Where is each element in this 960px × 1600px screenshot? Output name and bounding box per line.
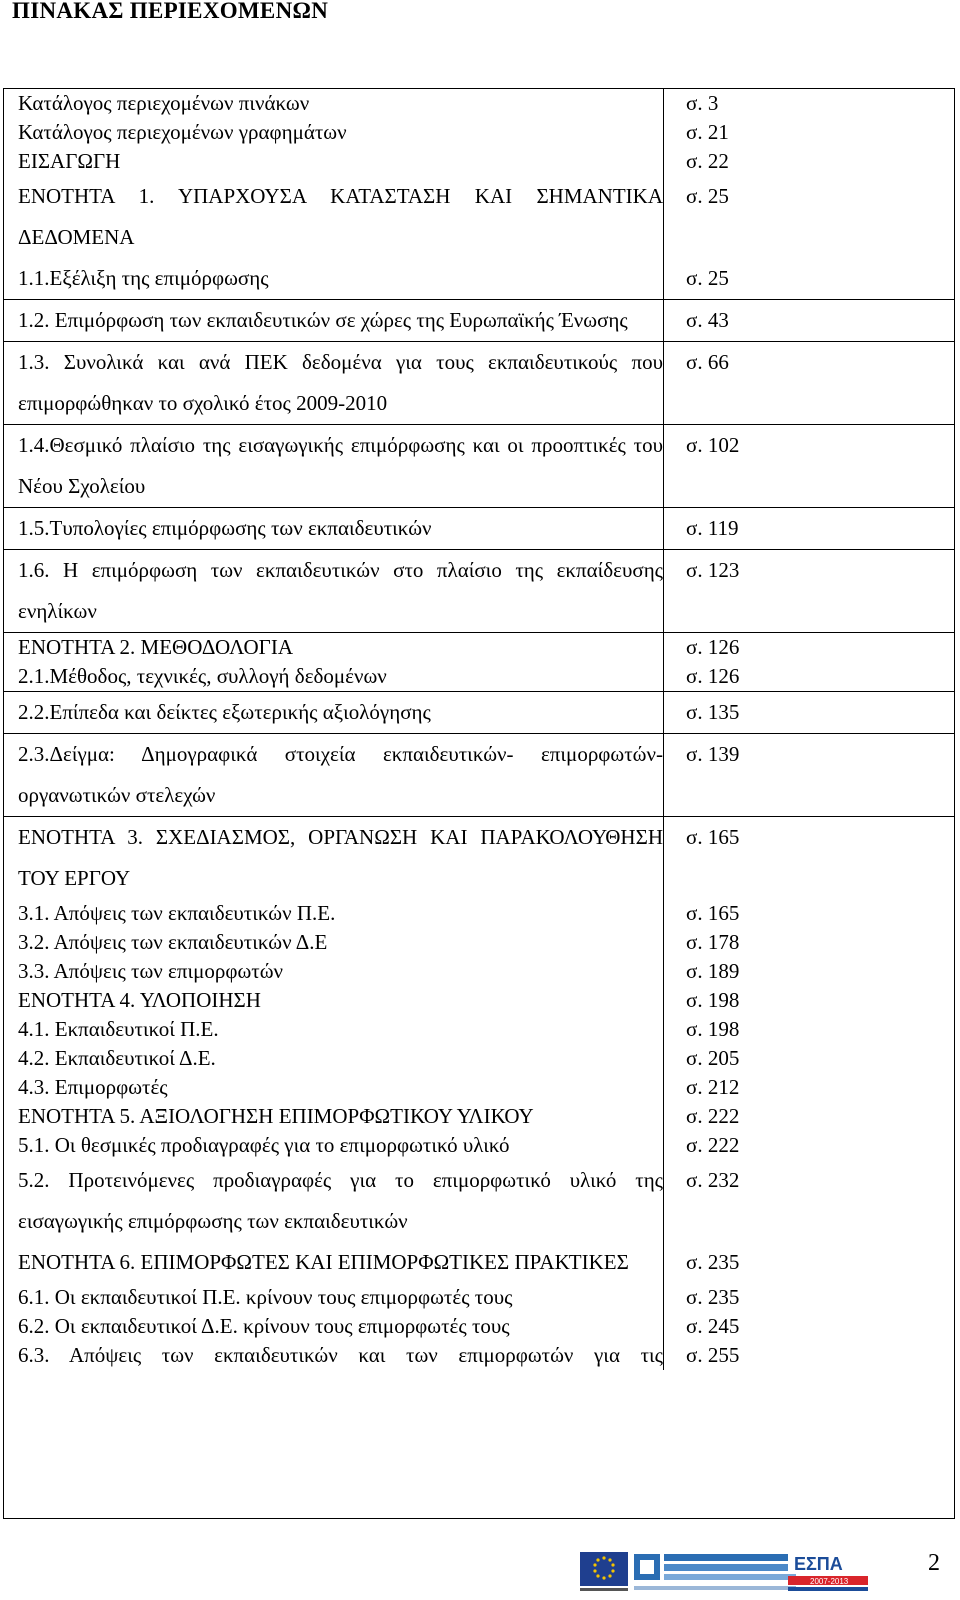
- toc-row: [4, 300, 954, 342]
- toc-row: [4, 1073, 954, 1102]
- toc-entry-title: 4.1. Εκπαιδευτικοί Π.Ε.: [4, 1015, 664, 1044]
- toc-entry-page: σ. 119: [664, 508, 955, 550]
- toc-entry-title: ΕΝΟΤΗΤΑ 5. ΑΞΙΟΛΟΓΗΣΗ ΕΠΙΜΟΡΦΩΤΙΚΟΥ ΥΛΙΚΟΥ: [4, 1102, 664, 1131]
- toc-entry-page: σ. 25: [664, 258, 955, 300]
- toc-row: [4, 550, 954, 633]
- toc-row: [4, 1131, 954, 1160]
- toc-row: [4, 1015, 954, 1044]
- eu-flag-logo: [578, 1548, 630, 1596]
- toc-entry-title: 4.3. Επιμορφωτές: [4, 1073, 664, 1102]
- toc-entry-title: ΕΙΣΑΓΩΓΗ: [4, 147, 664, 176]
- toc-row: [4, 692, 954, 734]
- toc-entry-page: σ. 178: [686, 930, 740, 954]
- toc-entry-page: σ. 25: [686, 184, 729, 208]
- toc-row: [4, 118, 954, 147]
- toc-entry-page: σ. 66: [664, 342, 955, 425]
- toc-row: [4, 734, 954, 817]
- toc-entry-page: σ. 255: [686, 1343, 740, 1367]
- toc-entry-title: 3.2. Απόψεις των εκπαιδευτικών Δ.Ε: [4, 928, 664, 957]
- toc-entry-title: ΕΝΟΤΗΤΑ 3. ΣΧΕΔΙΑΣΜΟΣ, ΟΡΓΑΝΩΣΗ ΚΑΙ ΠΑΡΑΚΟΛΟΥΘΗΣΗ ΤΟΥ ΕΡΓΟΥ: [4, 817, 664, 900]
- toc-entry-title: 1.2. Επιμόρφωση των εκπαιδευτικών σε χώρες της Ευρωπαϊκής Ένωσης: [4, 300, 664, 342]
- toc-row: [4, 633, 954, 663]
- espa-logo-text: ΕΣΠΑ: [794, 1554, 843, 1574]
- toc-entry-title: 2.1.Μέθοδος, τεχνικές, συλλογή δεδομένων: [4, 662, 664, 692]
- toc-entry-title: 6.1. Οι εκπαιδευτικοί Π.Ε. κρίνουν τους επιμορφωτές τους: [4, 1283, 664, 1312]
- toc-row: [4, 89, 954, 118]
- toc-entry-page: σ. 205: [686, 1046, 740, 1070]
- toc-entry-page: σ. 222: [686, 1133, 740, 1157]
- toc-entry-page: σ. 189: [686, 959, 740, 983]
- toc-entry-page: σ. 212: [686, 1075, 740, 1099]
- toc-row: [4, 1312, 954, 1341]
- toc-entry-title: 1.6. Η επιμόρφωση των εκπαιδευτικών στο πλαίσιο της εκπαίδευσης ενηλίκων: [4, 550, 664, 633]
- toc-entry-title: 6.2. Οι εκπαιδευτικοί Δ.Ε. κρίνουν τους επιμορφωτές τους: [4, 1312, 664, 1341]
- toc-entry-page: σ. 22: [686, 149, 729, 173]
- toc-entry-page: σ. 245: [686, 1314, 740, 1338]
- toc-entry-title: 1.4.Θεσμικό πλαίσιο της εισαγωγικής επιμόρφωσης και οι προοπτικές του Νέου Σχολείου: [4, 425, 664, 508]
- page-number: 2: [928, 1550, 940, 1576]
- toc-row: [4, 1102, 954, 1131]
- toc-row: [4, 957, 954, 986]
- toc-entry-page: σ. 126: [686, 635, 740, 659]
- toc-entry-page: σ. 21: [686, 120, 729, 144]
- espa-years-text: 2007-2013: [810, 1577, 849, 1586]
- toc-entry-title: 1.5.Τυπολογίες επιμόρφωσης των εκπαιδευτικών: [4, 508, 664, 550]
- program-logo: [632, 1548, 802, 1596]
- espa-logo: [786, 1548, 870, 1596]
- toc-entry-page: σ. 198: [686, 988, 740, 1012]
- table-of-contents: [3, 88, 955, 1519]
- toc-entry-page: σ. 222: [686, 1104, 740, 1128]
- toc-entry-title: 1.3. Συνολικά και ανά ΠΕΚ δεδομένα για τους εκπαιδευτικούς που επιμορφώθηκαν το σχολικό έτος 2009-2010: [4, 342, 664, 425]
- toc-row: [4, 147, 954, 176]
- toc-entry-page: σ. 139: [664, 734, 955, 817]
- toc-row: [4, 1341, 954, 1370]
- toc-entry-page: σ. 123: [664, 550, 955, 633]
- toc-entry-title: 3.1. Απόψεις των εκπαιδευτικών Π.Ε.: [4, 899, 664, 928]
- toc-entry-title: 5.2. Προτεινόμενες προδιαγραφές για το επιμορφωτικό υλικό της εισαγωγικής επιμόρφωσης των εκπαιδευτικών: [4, 1160, 664, 1242]
- toc-row: [4, 986, 954, 1015]
- toc-entry-page: σ. 235: [686, 1285, 740, 1309]
- toc-row: [4, 1283, 954, 1312]
- toc-entry-title: 4.2. Εκπαιδευτικοί Δ.Ε.: [4, 1044, 664, 1073]
- toc-entry-page: σ. 232: [686, 1168, 740, 1192]
- toc-entry-page: σ. 165: [686, 901, 740, 925]
- toc-row: [4, 928, 954, 957]
- toc-table: [4, 89, 954, 1370]
- toc-entry-page: σ. 102: [664, 425, 955, 508]
- toc-row: [4, 899, 954, 928]
- toc-row: [4, 1160, 954, 1242]
- toc-entry-title: Κατάλογος περιεχομένων γραφημάτων: [4, 118, 664, 147]
- toc-entry-page: σ. 135: [664, 692, 955, 734]
- footer: [0, 1536, 960, 1600]
- toc-entry-page: σ. 43: [664, 300, 955, 342]
- toc-row: [4, 342, 954, 425]
- toc-row: [4, 1242, 954, 1283]
- toc-entry-page: σ. 126: [664, 662, 955, 692]
- toc-row: [4, 817, 954, 900]
- toc-row: [4, 258, 954, 300]
- toc-entry-title: 2.2.Επίπεδα και δείκτες εξωτερικής αξιολόγησης: [4, 692, 664, 734]
- toc-row: [4, 1044, 954, 1073]
- toc-entry-title: ΕΝΟΤΗΤΑ 4. ΥΛΟΠΟΙΗΣΗ: [4, 986, 664, 1015]
- toc-entry-title: ΕΝΟΤΗΤΑ 1. ΥΠΑΡΧΟΥΣΑ ΚΑΤΑΣΤΑΣΗ ΚΑΙ ΣΗΜΑΝΤΙΚΑ ΔΕΔΟΜΕΝΑ: [4, 176, 664, 258]
- toc-entry-title: 6.3. Απόψεις των εκπαιδευτικών και των επιμορφωτών για τις: [4, 1341, 664, 1370]
- toc-entry-title: 1.1.Εξέλιξη της επιμόρφωσης: [4, 258, 664, 300]
- toc-entry-title: ΕΝΟΤΗΤΑ 6. ΕΠΙΜΟΡΦΩΤΕΣ ΚΑΙ ΕΠΙΜΟΡΦΩΤΙΚΕΣ ΠΡΑΚΤΙΚΕΣ: [4, 1242, 664, 1283]
- toc-row: [4, 662, 954, 692]
- page-title: ΠΙΝΑΚΑΣ ΠΕΡΙΕΧΟΜΕΝΩΝ: [12, 0, 329, 23]
- toc-entry-title: Κατάλογος περιεχομένων πινάκων: [4, 89, 664, 118]
- toc-entry-page: σ. 235: [686, 1250, 740, 1274]
- toc-entry-page: σ. 165: [686, 825, 740, 849]
- toc-row: [4, 176, 954, 258]
- toc-entry-page: σ. 198: [686, 1017, 740, 1041]
- toc-entry-title: 2.3.Δείγμα: Δημογραφικά στοιχεία εκπαιδευτικών- επιμορφωτών- οργανωτικών στελεχών: [4, 734, 664, 817]
- toc-row: [4, 425, 954, 508]
- toc-entry-title: 5.1. Οι θεσμικές προδιαγραφές για το επιμορφωτικό υλικό: [4, 1131, 664, 1160]
- toc-entry-title: 3.3. Απόψεις των επιμορφωτών: [4, 957, 664, 986]
- toc-entry-page: σ. 3: [686, 91, 719, 115]
- toc-entry-title: ΕΝΟΤΗΤΑ 2. ΜΕΘΟΔΟΛΟΓΙΑ: [4, 633, 664, 663]
- toc-row: [4, 508, 954, 550]
